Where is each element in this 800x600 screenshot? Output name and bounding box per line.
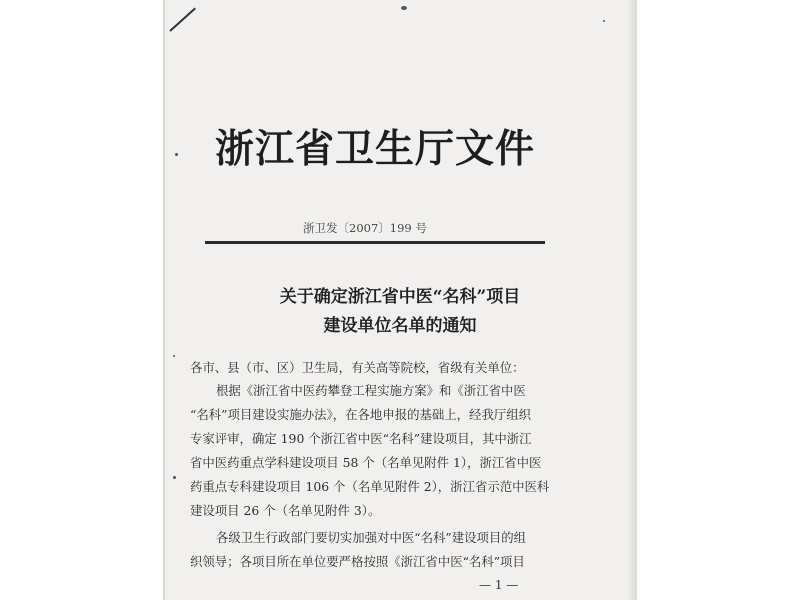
notice-title-line: 建设单位名单的通知 <box>323 316 477 336</box>
scanned-document-page <box>163 0 637 600</box>
body-line: 省中医药重点学科建设项目 58 个（名单见附件 1），浙江省中医 <box>190 455 542 470</box>
document-title: 浙江省卫生厅文件 <box>215 126 536 172</box>
page-number: — 1 — <box>479 578 519 592</box>
body-line: 建设项目 26 个（名单见附件 3）。 <box>190 503 381 518</box>
scan-speck <box>401 6 407 10</box>
body-line: 专家评审，确定 190 个浙江省中医“名科”建设项目，其中浙江 <box>190 431 532 446</box>
body-line: 根据《浙江省中医药攀登工程实施方案》和《浙江省中医 <box>216 383 526 398</box>
scan-speck <box>173 355 175 357</box>
body-line: 药重点专科建设项目 106 个（名单见附件 2），浙江省示范中医科 <box>190 479 550 494</box>
body-line: 织领导；各项目所在单位要严格按照《浙江省中医“名科”项目 <box>190 554 525 569</box>
notice-title-line: 关于确定浙江省中医“名科”项目 <box>279 287 521 307</box>
scan-speck <box>175 153 178 156</box>
scan-speck <box>603 20 605 22</box>
notice-title <box>163 283 637 341</box>
scan-speck <box>173 476 176 479</box>
pen-mark <box>169 8 196 32</box>
body-line: “名科”项目建设实施办法》，在各地申报的基础上，经我厅组织 <box>190 407 532 422</box>
document-number: 浙卫发〔2007〕199 号 <box>303 221 427 235</box>
body-line: 各级卫生行政部门要切实加强对中医“名科”建设项目的组 <box>216 530 527 545</box>
title-rule <box>205 241 545 244</box>
salutation: 各市、县（市、区）卫生局，有关高等院校，省级有关单位： <box>190 360 525 375</box>
